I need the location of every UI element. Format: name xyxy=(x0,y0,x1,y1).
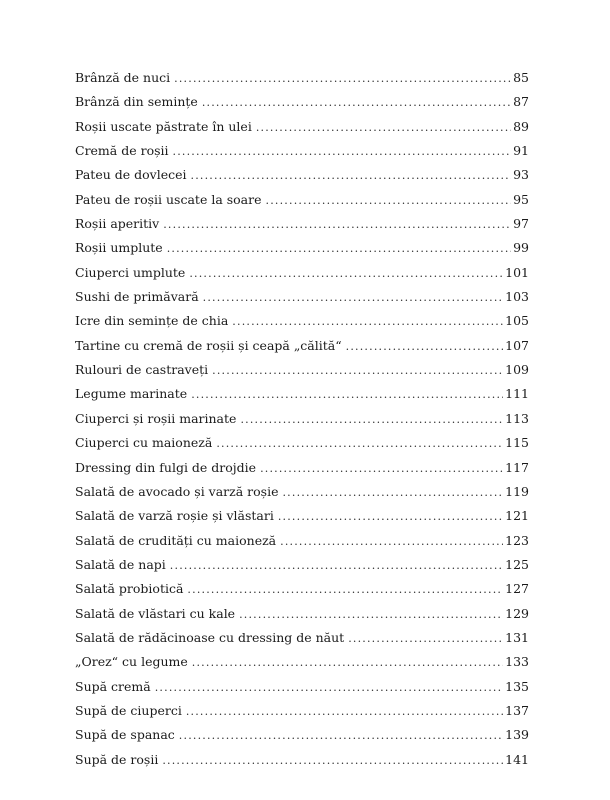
toc-entry-title: Brânză de nuci xyxy=(75,70,171,85)
toc-entry-title: Cremă de roșii xyxy=(75,143,169,159)
toc-entry-title: Ciuperci și roșii marinate xyxy=(75,410,237,426)
toc-entry-title: Salată de varză roșie și vlăstari xyxy=(75,508,274,524)
dot-leader xyxy=(239,603,503,627)
dot-leader xyxy=(179,724,503,748)
toc-entry-page-number: 107 xyxy=(505,337,529,353)
toc-entry[interactable] xyxy=(75,723,529,747)
toc-entry[interactable] xyxy=(75,90,529,114)
dot-leader xyxy=(155,676,503,700)
dot-leader xyxy=(280,530,503,554)
toc-entry-page-number: 125 xyxy=(505,556,529,572)
dot-leader xyxy=(187,578,503,602)
toc-entry-title: Supă de ciuperci xyxy=(75,702,182,718)
toc-entry-page-number: 99 xyxy=(513,240,529,256)
dot-leader xyxy=(167,237,511,261)
toc-entry-page-number: 123 xyxy=(505,532,529,548)
dot-leader xyxy=(202,91,511,115)
toc-entry[interactable] xyxy=(75,456,529,480)
dot-leader xyxy=(173,140,512,164)
toc-entry[interactable] xyxy=(75,748,529,772)
toc-entry-page-number: 115 xyxy=(505,435,529,451)
toc-entry-page-number: 129 xyxy=(505,605,529,621)
toc-entry-page-number: 141 xyxy=(505,751,529,767)
dot-leader xyxy=(170,554,503,578)
toc-entry-page-number: 135 xyxy=(505,678,529,694)
toc-entry-page-number: 137 xyxy=(505,702,529,718)
toc-entry-title: Roșii uscate păstrate în ulei xyxy=(75,118,252,134)
toc-entry-title: Salată de avocado și varză roșie xyxy=(75,483,279,499)
toc-entry[interactable] xyxy=(75,66,529,90)
dot-leader xyxy=(282,481,503,505)
toc-entry-title: Ciuperci umplute xyxy=(75,264,186,280)
toc-entry[interactable] xyxy=(75,553,529,577)
toc-entry[interactable] xyxy=(75,261,529,285)
toc-entry-page-number: 85 xyxy=(513,70,529,85)
dot-leader xyxy=(163,213,511,237)
toc-entry[interactable] xyxy=(75,577,529,601)
dot-leader xyxy=(216,432,503,456)
toc-entry-title: Sushi de primăvară xyxy=(75,289,199,305)
toc-entry[interactable] xyxy=(75,163,529,187)
toc-entry[interactable] xyxy=(75,529,529,553)
toc-entry-page-number: 97 xyxy=(513,216,529,232)
toc-entry-title: Supă de roșii xyxy=(75,751,159,767)
toc-entry-page-number: 95 xyxy=(513,191,529,207)
toc-entry[interactable] xyxy=(75,431,529,455)
dot-leader xyxy=(191,164,512,188)
toc-entry-title: Legume marinate xyxy=(75,386,188,402)
dot-leader xyxy=(189,262,503,286)
toc-entry-page-number: 131 xyxy=(505,629,529,645)
dot-leader xyxy=(266,189,512,213)
dot-leader xyxy=(174,67,511,91)
toc-entry-page-number: 117 xyxy=(505,459,529,475)
toc-entry-page-number: 105 xyxy=(505,313,529,329)
toc-entry[interactable] xyxy=(75,358,529,382)
dot-leader xyxy=(346,335,504,359)
toc-entry-title: Icre din semințe de chia xyxy=(75,313,229,329)
dot-leader xyxy=(256,116,511,140)
toc-entry-title: Pateu de dovlecei xyxy=(75,167,187,183)
toc-entry-page-number: 121 xyxy=(505,508,529,524)
toc-entry[interactable] xyxy=(75,212,529,236)
toc-entry-title: Supă cremă xyxy=(75,678,151,694)
toc-entry[interactable] xyxy=(75,334,529,358)
toc-entry-page-number: 139 xyxy=(505,727,529,743)
toc-entry[interactable] xyxy=(75,407,529,431)
dot-leader xyxy=(212,359,503,383)
toc-entry-title: Salată de vlăstari cu kale xyxy=(75,605,236,621)
toc-entry-page-number: 119 xyxy=(505,483,529,499)
toc-entry[interactable] xyxy=(75,699,529,723)
dot-leader xyxy=(191,383,503,407)
toc-entry[interactable] xyxy=(75,602,529,626)
toc-entry-title: Salată probiotică xyxy=(75,581,184,597)
toc-entry[interactable] xyxy=(75,675,529,699)
toc-entry-page-number: 101 xyxy=(505,264,529,280)
toc-entry[interactable] xyxy=(75,504,529,528)
toc-entry[interactable] xyxy=(75,285,529,309)
toc-entry[interactable] xyxy=(75,188,529,212)
toc-entry-page-number: 113 xyxy=(505,410,529,426)
toc-entry-page-number: 87 xyxy=(513,94,529,110)
toc-entry-title: Roșii umplute xyxy=(75,240,163,256)
toc-entry-title: „Orez“ cu legume xyxy=(75,654,188,670)
toc-entry-page-number: 133 xyxy=(505,654,529,670)
toc-entry-title: Salată de rădăcinoase cu dressing de năut xyxy=(75,629,345,645)
toc-entry-title: Salată de napi xyxy=(75,556,166,572)
toc-entry-title: Tartine cu cremă de roșii și ceapă „călită“ xyxy=(75,337,342,353)
dot-leader xyxy=(192,651,503,675)
toc-entry-title: Ciuperci cu maioneză xyxy=(75,435,213,451)
toc-entry[interactable] xyxy=(75,236,529,260)
toc-entry[interactable] xyxy=(75,382,529,406)
toc-entry[interactable] xyxy=(75,139,529,163)
toc-entry-page-number: 127 xyxy=(505,581,529,597)
toc-entry-title: Dressing din fulgi de drojdie xyxy=(75,459,257,475)
toc-entry-page-number: 89 xyxy=(513,118,529,134)
toc-entry-page-number: 109 xyxy=(505,362,529,378)
toc-entry[interactable] xyxy=(75,650,529,674)
toc-entry-title: Salată de crudități cu maioneză xyxy=(75,532,277,548)
toc-entry-page-number: 91 xyxy=(513,143,529,159)
toc-entry-page-number: 93 xyxy=(513,167,529,183)
toc-entry-title: Roșii aperitiv xyxy=(75,216,160,232)
dot-leader xyxy=(348,627,503,651)
toc-entry[interactable] xyxy=(75,480,529,504)
toc-entry-page-number: 103 xyxy=(505,289,529,305)
dot-leader xyxy=(162,749,503,773)
toc-entry-page-number: 111 xyxy=(505,386,529,402)
toc-entry[interactable] xyxy=(75,309,529,333)
dot-leader xyxy=(186,700,503,724)
toc-entry-title: Pateu de roșii uscate la soare xyxy=(75,191,262,207)
toc-entry-title: Supă de spanac xyxy=(75,727,175,743)
dot-leader xyxy=(232,310,503,334)
toc-entry-title: Brânză din semințe xyxy=(75,94,198,110)
dot-leader xyxy=(260,457,503,481)
toc-entry-title: Rulouri de castraveți xyxy=(75,362,209,378)
table-of-contents xyxy=(75,66,529,772)
toc-entry[interactable] xyxy=(75,115,529,139)
dot-leader xyxy=(203,286,503,310)
dot-leader xyxy=(278,505,503,529)
dot-leader xyxy=(240,408,503,432)
toc-entry[interactable] xyxy=(75,626,529,650)
